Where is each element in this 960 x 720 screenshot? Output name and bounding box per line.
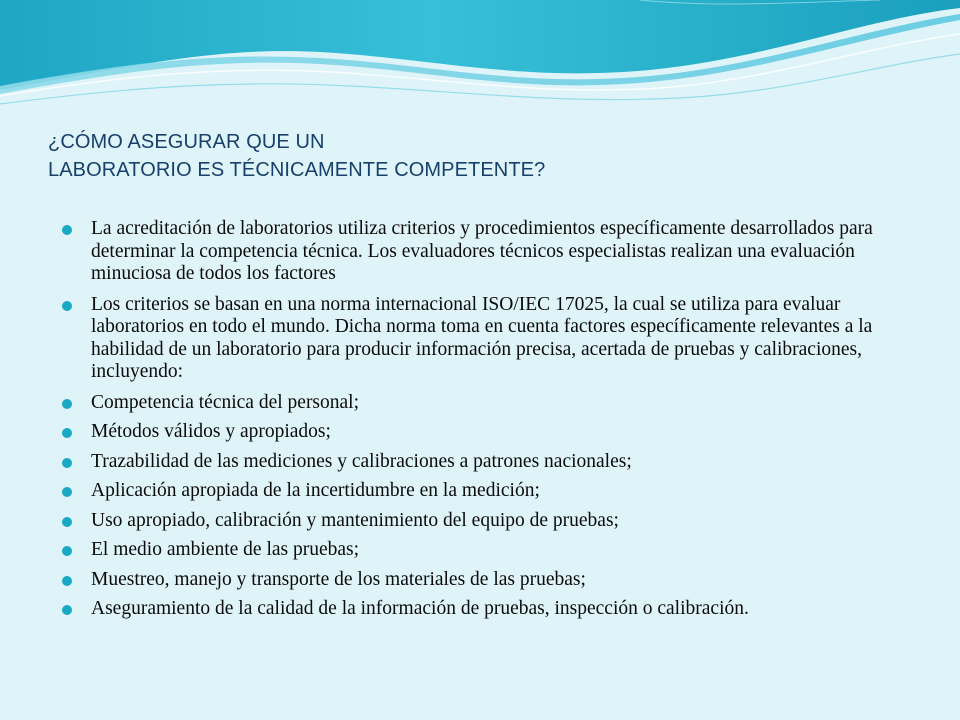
- bullet-text: Aplicación apropiada de la incertidumbre en la medición;: [91, 480, 540, 501]
- bullet-text: La acreditación de laboratorios utiliza criterios y procedimientos específicamente desarrollados para determinar la competencia técnica. Los evaluadores técnicos especialistas realizan una evaluación minuciosa de todos los factores: [91, 218, 873, 284]
- bullet-text: Competencia técnica del personal;: [91, 391, 360, 413]
- wave-decoration-icon: [0, 0, 960, 120]
- title-line-1: ¿CÓMO ASEGURAR QUE UN: [48, 131, 325, 153]
- list-item: [62, 294, 922, 384]
- bullet-text: Los criterios se basan en una norma internacional ISO/IEC 17025, la cual se utiliza para evaluar laboratorios en todo el mundo. Dicha norma toma en cuenta factores específicamente relevantes a la habilidad de un laboratorio para producir información precisa, acertada de pruebas y calibraciones, incluyendo:: [91, 293, 873, 382]
- bullet-dot-icon: [62, 399, 72, 409]
- bullet-dot-icon: [62, 428, 72, 438]
- list-item: [62, 392, 922, 415]
- bullet-text: Uso apropiado, calibración y mantenimiento del equipo de pruebas;: [91, 509, 619, 531]
- bullet-text: Trazabilidad de las mediciones y calibraciones a patrones nacionales;: [91, 450, 632, 472]
- bullet-dot-icon: [62, 546, 72, 556]
- list-item: [62, 218, 922, 286]
- list-item: [62, 598, 922, 621]
- list-item: [62, 480, 922, 503]
- bullet-list: [62, 218, 922, 628]
- bullet-text: Aseguramiento de la calidad de la información de pruebas, inspección o calibración.: [91, 598, 749, 619]
- bullet-dot-icon: [62, 517, 72, 527]
- list-item: [62, 510, 922, 533]
- bullet-text: Muestreo, manejo y transporte de los materiales de las pruebas;: [91, 568, 586, 590]
- list-item: [62, 539, 922, 562]
- bullet-dot-icon: [62, 225, 72, 235]
- bullet-dot-icon: [62, 301, 72, 311]
- bullet-text: Métodos válidos y apropiados;: [91, 421, 331, 442]
- page-title: [48, 128, 908, 184]
- bullet-dot-icon: [62, 605, 72, 615]
- list-item: [62, 421, 922, 444]
- list-item: [62, 451, 922, 474]
- bullet-dot-icon: [62, 576, 72, 586]
- bullet-dot-icon: [62, 487, 72, 497]
- bullet-text: El medio ambiente de las pruebas;: [91, 539, 360, 560]
- bullet-dot-icon: [62, 458, 72, 468]
- title-line-2: LABORATORIO ES TÉCNICAMENTE COMPETENTE?: [48, 159, 546, 181]
- list-item: [62, 569, 922, 592]
